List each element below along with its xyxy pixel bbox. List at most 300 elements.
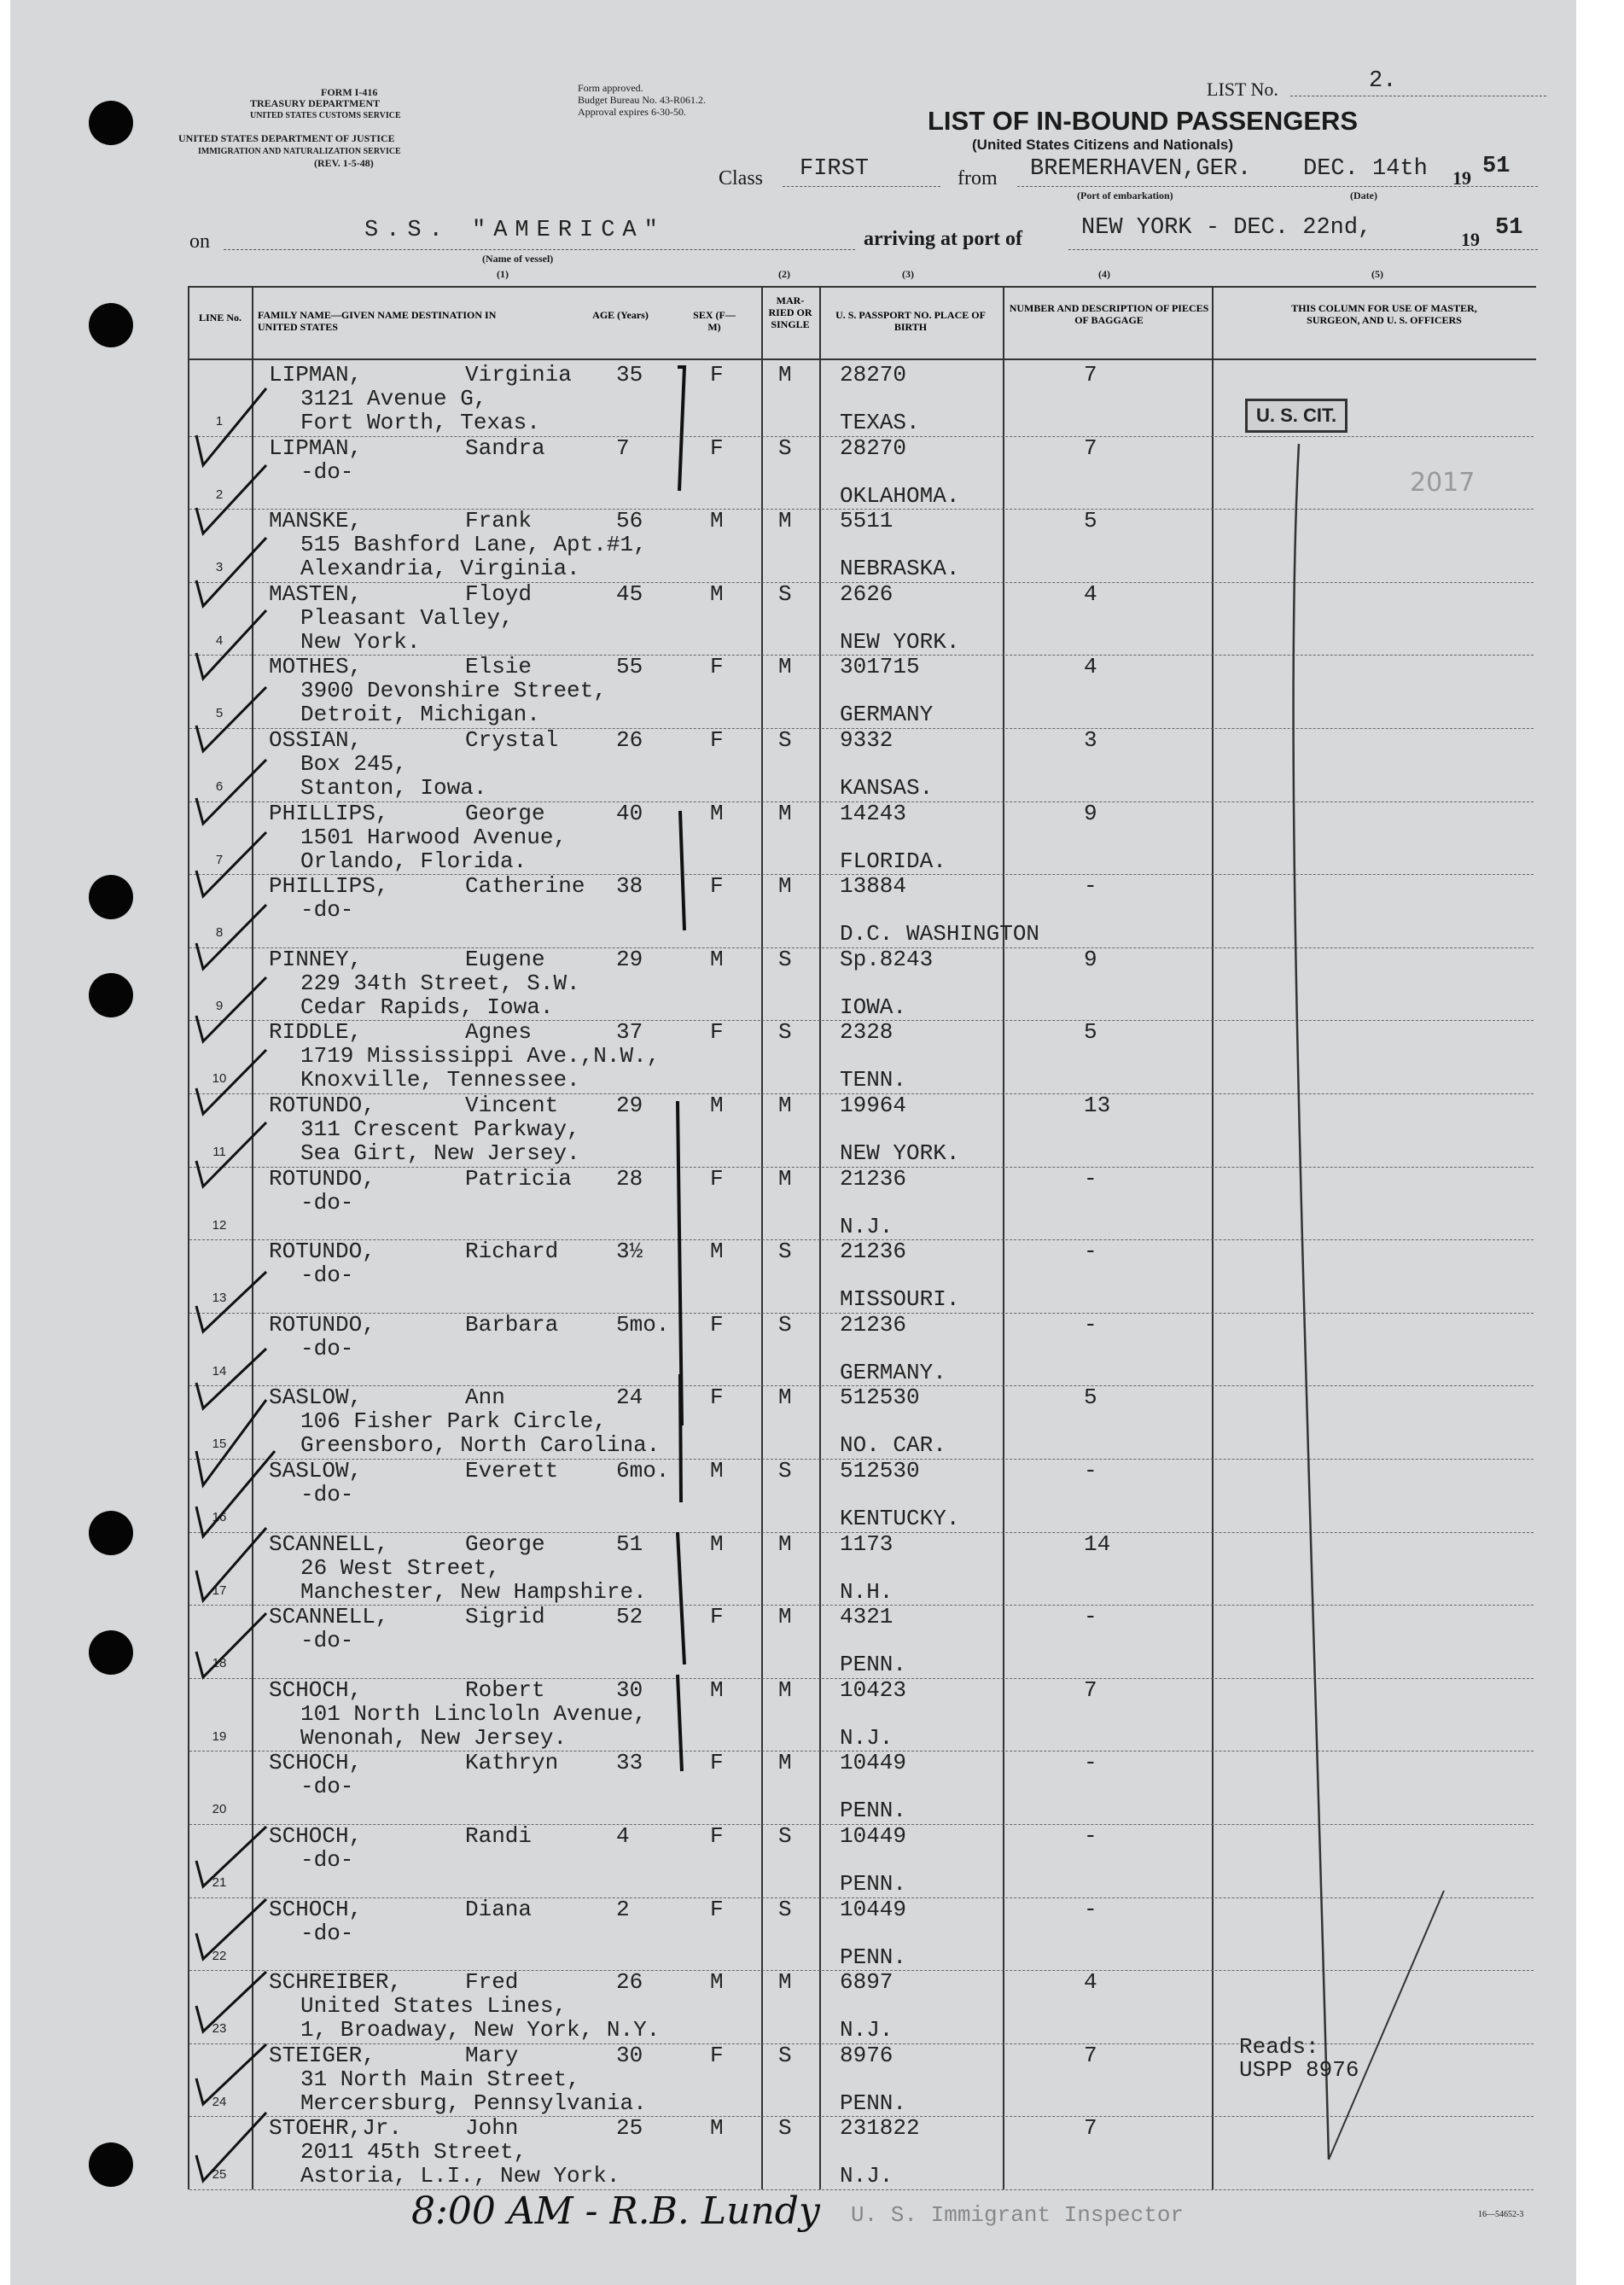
family-name: SCHOCH, bbox=[269, 1750, 363, 1776]
age: 33 bbox=[616, 1750, 643, 1776]
sex: F bbox=[710, 1823, 724, 1849]
address-line-1: -do- bbox=[300, 897, 354, 924]
list-title: LIST OF IN-BOUND PASSENGERS bbox=[928, 106, 1359, 136]
age: 52 bbox=[616, 1604, 643, 1630]
line-number: 20 bbox=[212, 1802, 227, 1817]
list-subtitle: (United States Citizens and Nationals) bbox=[972, 137, 1234, 153]
header-line-no: LINE No. bbox=[198, 312, 242, 324]
given-name: Vincent bbox=[465, 1093, 559, 1118]
family-name: MANSKE, bbox=[269, 508, 363, 534]
age: 30 bbox=[616, 1676, 643, 1703]
from-label: from bbox=[958, 167, 998, 189]
passport-number: 10449 bbox=[840, 1750, 907, 1776]
embarkation-date: DEC. 14th bbox=[1303, 156, 1428, 182]
family-name: SCANNELL, bbox=[269, 1530, 389, 1557]
baggage-count: 7 bbox=[1084, 1676, 1097, 1703]
header-officers: THIS COLUMN FOR USE OF MASTER, SURGEON, AND U. S. OFFICERS bbox=[1291, 302, 1477, 326]
passport-number: Sp.8243 bbox=[840, 946, 934, 972]
sex: M bbox=[710, 1458, 724, 1484]
passport-number: 231822 bbox=[840, 2115, 920, 2142]
line-number: 12 bbox=[212, 1217, 227, 1233]
marital-status: S bbox=[778, 1896, 792, 1922]
address-line-2: Orlando, Florida. bbox=[300, 848, 527, 874]
address-line-1: -do- bbox=[300, 1774, 354, 1800]
baggage-count: - bbox=[1084, 1604, 1097, 1630]
given-name: John bbox=[465, 2115, 519, 2142]
place-of-birth: D.C. WASHINGTON bbox=[840, 921, 1040, 947]
line-number: 15 bbox=[212, 1437, 227, 1452]
place-of-birth: PENN. bbox=[840, 1652, 907, 1678]
place-of-birth: N.J. bbox=[840, 2017, 893, 2043]
marital-status: M bbox=[778, 1165, 792, 1192]
place-of-birth: MISSOURI. bbox=[840, 1286, 960, 1313]
line-number: 16 bbox=[212, 1510, 227, 1524]
address-line-1: -do- bbox=[300, 1482, 354, 1507]
passport-number: 10449 bbox=[840, 1896, 907, 1922]
address-line-2: Wenonah, New Jersey. bbox=[300, 1724, 568, 1751]
col-number-2: (2) bbox=[778, 268, 790, 280]
marital-status: S bbox=[778, 2042, 792, 2068]
place-of-birth: IOWA. bbox=[840, 994, 907, 1020]
place-of-birth: TEXAS. bbox=[840, 410, 920, 435]
place-of-birth: NEW YORK. bbox=[840, 628, 960, 655]
address-line-1: 31 North Main Street, bbox=[300, 2066, 580, 2092]
header-passport: U. S. PASSPORT NO. PLACE OF BIRTH bbox=[835, 309, 986, 333]
sex: M bbox=[710, 580, 724, 607]
family-name: RIDDLE, bbox=[269, 1019, 363, 1046]
age: 37 bbox=[616, 1019, 643, 1046]
place-of-birth: GERMANY. bbox=[840, 1359, 946, 1385]
baggage-count: - bbox=[1084, 1239, 1097, 1265]
line-number: 6 bbox=[215, 779, 224, 794]
given-name: Frank bbox=[465, 508, 533, 534]
correction-reads: Reads: bbox=[1239, 2034, 1319, 2060]
on-label: on bbox=[189, 230, 210, 253]
sex: F bbox=[710, 434, 724, 461]
age: 2 bbox=[616, 1896, 630, 1922]
col-number-4: (4) bbox=[1098, 268, 1110, 280]
passport-number: 9332 bbox=[840, 727, 893, 753]
marital-status: S bbox=[778, 1311, 792, 1338]
address-line-1: -do- bbox=[300, 1335, 354, 1361]
given-name: Mary bbox=[465, 2042, 519, 2068]
address-line-1: Box 245, bbox=[300, 751, 407, 777]
place-of-birth: PENN. bbox=[840, 1944, 907, 1970]
family-name: PHILLIPS, bbox=[269, 873, 389, 900]
baggage-count: 4 bbox=[1084, 1969, 1097, 1996]
age: 29 bbox=[616, 946, 643, 972]
header-married: MAR- RIED OR SINGLE bbox=[768, 294, 812, 330]
line-number: 22 bbox=[212, 1948, 227, 1963]
address-line-1: -do- bbox=[300, 1262, 354, 1289]
marital-status: M bbox=[778, 1750, 792, 1776]
family-name: SCANNELL, bbox=[269, 1604, 389, 1630]
marital-status: S bbox=[778, 727, 792, 753]
sex: F bbox=[710, 1019, 724, 1046]
embarkation-port: BREMERHAVEN,GER. bbox=[1030, 156, 1252, 182]
marital-status: S bbox=[778, 1823, 792, 1849]
given-name: Patricia bbox=[465, 1165, 572, 1192]
baggage-count: 4 bbox=[1084, 580, 1097, 607]
age: 26 bbox=[616, 727, 643, 753]
marital-status: S bbox=[778, 1019, 792, 1046]
age: 56 bbox=[616, 508, 643, 534]
age: 29 bbox=[616, 1093, 643, 1118]
sex: F bbox=[710, 1311, 724, 1338]
given-name: Richard bbox=[465, 1239, 559, 1265]
age: 7 bbox=[616, 434, 630, 461]
baggage-count: 7 bbox=[1084, 434, 1097, 461]
address-line-1: 229 34th Street, S.W. bbox=[300, 970, 580, 996]
form-number: FORM I-416 bbox=[321, 86, 378, 98]
family-name: ROTUNDO, bbox=[269, 1093, 375, 1118]
header-sex: SEX (F—M) bbox=[693, 309, 736, 333]
passport-number: 4321 bbox=[840, 1604, 893, 1630]
family-brackets bbox=[10, 0, 1576, 2285]
marital-status: M bbox=[778, 1530, 792, 1557]
address-line-2: Greensboro, North Carolina. bbox=[300, 1432, 661, 1459]
marital-status: S bbox=[778, 2115, 792, 2142]
handwritten-signature: 8:00 AM - R.B. Lundy bbox=[411, 2189, 820, 2233]
given-name: Catherine bbox=[465, 873, 585, 900]
place-of-birth: NO. CAR. bbox=[840, 1432, 946, 1459]
family-name: SASLOW, bbox=[269, 1384, 363, 1411]
place-of-birth: NEBRASKA. bbox=[840, 556, 960, 582]
age: 26 bbox=[616, 1969, 643, 1996]
place-of-birth: KANSAS. bbox=[840, 775, 934, 801]
age: 5mo. bbox=[616, 1311, 670, 1338]
baggage-count: 3 bbox=[1084, 727, 1097, 753]
place-of-birth: GERMANY bbox=[840, 702, 934, 728]
age: 51 bbox=[616, 1530, 643, 1557]
address-line-1: 101 North Lincloln Avenue, bbox=[300, 1700, 647, 1727]
passport-number: 21236 bbox=[840, 1239, 907, 1265]
given-name: George bbox=[465, 1530, 545, 1557]
line-number: 10 bbox=[212, 1071, 227, 1087]
age: 55 bbox=[616, 654, 643, 680]
class-value: FIRST bbox=[800, 156, 870, 182]
vessel-name: S.S. "AMERICA" bbox=[364, 218, 666, 243]
embarkation-year-prefix: 19 bbox=[1452, 167, 1471, 189]
line-number: 21 bbox=[212, 1875, 227, 1890]
line-number: 25 bbox=[212, 2167, 227, 2183]
line-number: 9 bbox=[215, 998, 224, 1013]
family-name: SCHOCH, bbox=[269, 1676, 363, 1703]
header-age: AGE (Years) bbox=[592, 309, 649, 321]
ins-line: IMMIGRATION AND NATURALIZATION SERVICE bbox=[198, 147, 401, 156]
line-number: 5 bbox=[215, 706, 224, 721]
passport-number: 14243 bbox=[840, 800, 907, 826]
baggage-count: 9 bbox=[1084, 946, 1097, 972]
family-name: MASTEN, bbox=[269, 580, 363, 607]
passport-number: 6897 bbox=[840, 1969, 893, 1996]
baggage-count: - bbox=[1084, 873, 1097, 900]
revision: (REV. 1-5-48) bbox=[314, 157, 374, 169]
passport-number: 21236 bbox=[840, 1165, 907, 1192]
given-name: Eugene bbox=[465, 946, 545, 972]
address-line-1: 3121 Avenue G, bbox=[300, 386, 487, 411]
doj-line: UNITED STATES DEPARTMENT OF JUSTICE bbox=[178, 132, 395, 144]
sex: F bbox=[710, 1165, 724, 1192]
place-of-birth: N.J. bbox=[840, 2163, 893, 2189]
approval-line-2: Budget Bureau No. 43-R061.2. bbox=[578, 94, 706, 106]
marital-status: M bbox=[778, 1093, 792, 1118]
sex: F bbox=[710, 727, 724, 753]
address-line-1: 3900 Devonshire Street, bbox=[300, 678, 607, 704]
list-number-value: 2. bbox=[1369, 68, 1397, 94]
age: 38 bbox=[616, 873, 643, 900]
baggage-count: - bbox=[1084, 1165, 1097, 1192]
sex: M bbox=[710, 1239, 724, 1265]
given-name: Barbara bbox=[465, 1311, 559, 1338]
given-name: Sigrid bbox=[465, 1604, 545, 1630]
age: 40 bbox=[616, 800, 643, 826]
line-number: 24 bbox=[212, 2094, 227, 2109]
family-name: LIPMAN, bbox=[269, 362, 363, 388]
address-line-1: -do- bbox=[300, 1847, 354, 1873]
address-line-2: Fort Worth, Texas. bbox=[300, 410, 540, 435]
passport-number: 13884 bbox=[840, 873, 907, 900]
marital-status: M bbox=[778, 1384, 792, 1411]
place-of-birth: N.J. bbox=[840, 1213, 893, 1239]
family-name: SCHREIBER, bbox=[269, 1969, 403, 1996]
place-of-birth: TENN. bbox=[840, 1067, 907, 1093]
given-name: Agnes bbox=[465, 1019, 533, 1046]
passport-number: 301715 bbox=[840, 654, 920, 680]
given-name: Everett bbox=[465, 1458, 559, 1484]
address-line-1: -do- bbox=[300, 458, 354, 485]
margin-number: 2017 bbox=[1410, 468, 1476, 498]
marital-status: S bbox=[778, 434, 792, 461]
baggage-count: - bbox=[1084, 1823, 1097, 1849]
arriving-label: arriving at port of bbox=[864, 228, 1022, 250]
line-number: 1 bbox=[215, 414, 224, 428]
marital-status: M bbox=[778, 873, 792, 900]
sex: F bbox=[710, 1604, 724, 1630]
arrival-year: 51 bbox=[1495, 215, 1523, 241]
address-line-1: 26 West Street, bbox=[300, 1554, 501, 1581]
place-of-birth: NEW YORK. bbox=[840, 1140, 960, 1166]
address-line-2: Detroit, Michigan. bbox=[300, 702, 540, 728]
line-number: 17 bbox=[212, 1583, 227, 1598]
address-line-2: Mercersburg, Pennsylvania. bbox=[300, 2090, 647, 2116]
line-number: 4 bbox=[215, 632, 224, 648]
age: 45 bbox=[616, 580, 643, 607]
address-line-2: 1, Broadway, New York, N.Y. bbox=[300, 2017, 661, 2043]
place-of-birth: N.J. bbox=[840, 1724, 893, 1751]
date-caption: (Date) bbox=[1350, 189, 1377, 201]
marital-status: S bbox=[778, 580, 792, 607]
baggage-count: 7 bbox=[1084, 362, 1097, 388]
passport-number: 10423 bbox=[840, 1676, 907, 1703]
customs-service: UNITED STATES CUSTOMS SERVICE bbox=[250, 111, 401, 120]
checkmarks bbox=[196, 388, 275, 2181]
us-citizen-stamp: U. S. CIT. bbox=[1245, 399, 1348, 433]
family-name: STEIGER, bbox=[269, 2042, 375, 2068]
given-name: George bbox=[465, 800, 545, 826]
age: 4 bbox=[616, 1823, 630, 1849]
age: 35 bbox=[616, 362, 643, 388]
address-line-1: -do- bbox=[300, 1628, 354, 1654]
passport-number: 28270 bbox=[840, 362, 907, 388]
treasury-dept: TREASURY DEPARTMENT bbox=[250, 97, 381, 109]
given-name: Sandra bbox=[465, 434, 545, 461]
passport-number: 2626 bbox=[840, 580, 893, 607]
given-name: Diana bbox=[465, 1896, 533, 1922]
address-line-2: Knoxville, Tennessee. bbox=[300, 1067, 580, 1093]
address-line-2: Cedar Rapids, Iowa. bbox=[300, 994, 554, 1020]
line-number: 3 bbox=[215, 560, 224, 575]
sex: F bbox=[710, 1896, 724, 1922]
address-line-2: Stanton, Iowa. bbox=[300, 775, 487, 801]
sex: M bbox=[710, 1093, 724, 1118]
list-number-label: LIST No. bbox=[1207, 79, 1278, 100]
address-line-1: 1719 Mississippi Ave.,N.W., bbox=[300, 1043, 661, 1070]
approval-line-1: Form approved. bbox=[578, 82, 643, 94]
vessel-caption: (Name of vessel) bbox=[482, 253, 554, 265]
family-name: STOEHR,Jr. bbox=[269, 2115, 403, 2142]
baggage-count: 14 bbox=[1084, 1530, 1111, 1557]
line-number: 2 bbox=[215, 487, 224, 502]
marital-status: M bbox=[778, 800, 792, 826]
family-name: SCHOCH, bbox=[269, 1823, 363, 1849]
passport-number: 8976 bbox=[840, 2042, 893, 2068]
baggage-count: 7 bbox=[1084, 2042, 1097, 2068]
port-embarkation-caption: (Port of embarkation) bbox=[1077, 189, 1173, 201]
col-number-3: (3) bbox=[902, 268, 914, 280]
family-name: PINNEY, bbox=[269, 946, 363, 972]
passport-number: 512530 bbox=[840, 1384, 920, 1411]
given-name: Crystal bbox=[465, 727, 559, 753]
baggage-count: - bbox=[1084, 1311, 1097, 1338]
given-name: Floyd bbox=[465, 580, 533, 607]
line-number: 19 bbox=[212, 1728, 227, 1744]
marital-status: M bbox=[778, 1604, 792, 1630]
sex: M bbox=[710, 1969, 724, 1996]
col-number-1: (1) bbox=[497, 268, 509, 280]
line-number: 13 bbox=[212, 1291, 227, 1306]
place-of-birth: PENN. bbox=[840, 2090, 907, 2116]
marital-status: S bbox=[778, 946, 792, 972]
line-number: 18 bbox=[212, 1656, 227, 1671]
embarkation-year: 51 bbox=[1482, 154, 1510, 179]
marital-status: M bbox=[778, 508, 792, 534]
place-of-birth: KENTUCKY. bbox=[840, 1506, 960, 1531]
footer-code: 16—54652-3 bbox=[1478, 2210, 1524, 2219]
baggage-count: 7 bbox=[1084, 2115, 1097, 2142]
family-name: SCHOCH, bbox=[269, 1896, 363, 1922]
passport-number: 1173 bbox=[840, 1530, 893, 1557]
passport-number: 2328 bbox=[840, 1019, 893, 1046]
col-number-5: (5) bbox=[1371, 268, 1383, 280]
family-name: MOTHES, bbox=[269, 654, 363, 680]
marital-status: M bbox=[778, 1969, 792, 1996]
address-line-2: Manchester, New Hampshire. bbox=[300, 1578, 647, 1605]
address-line-2: New York. bbox=[300, 628, 421, 655]
place-of-birth: PENN. bbox=[840, 1871, 907, 1897]
age: 28 bbox=[616, 1165, 643, 1192]
age: 6mo. bbox=[616, 1458, 670, 1484]
marital-status: S bbox=[778, 1458, 792, 1484]
address-line-1: -do- bbox=[300, 1189, 354, 1215]
line-number: 8 bbox=[215, 925, 224, 941]
sex: M bbox=[710, 1530, 724, 1557]
address-line-1: 2011 45th Street, bbox=[300, 2139, 527, 2166]
address-line-1: 311 Crescent Parkway, bbox=[300, 1116, 580, 1142]
passport-number: 28270 bbox=[840, 434, 907, 461]
baggage-count: - bbox=[1084, 1750, 1097, 1776]
given-name: Kathryn bbox=[465, 1750, 559, 1776]
approval-line-3: Approval expires 6-30-50. bbox=[578, 106, 686, 118]
family-name: ROTUNDO, bbox=[269, 1311, 375, 1338]
address-line-2: Astoria, L.I., New York. bbox=[300, 2163, 620, 2189]
line-number: 7 bbox=[215, 852, 224, 867]
marital-status: M bbox=[778, 654, 792, 680]
address-line-1: United States Lines, bbox=[300, 1993, 568, 2020]
passport-number: 21236 bbox=[840, 1311, 907, 1338]
family-name: ROTUNDO, bbox=[269, 1165, 375, 1192]
given-name: Fred bbox=[465, 1969, 519, 1996]
address-line-2: Sea Girt, New Jersey. bbox=[300, 1140, 580, 1166]
baggage-count: 5 bbox=[1084, 508, 1097, 534]
inspector-stamp: U. S. Immigrant Inspector bbox=[851, 2202, 1185, 2228]
sex: M bbox=[710, 508, 724, 534]
baggage-count: 4 bbox=[1084, 654, 1097, 680]
sex: F bbox=[710, 654, 724, 680]
given-name: Randi bbox=[465, 1823, 533, 1849]
place-of-birth: FLORIDA. bbox=[840, 848, 946, 874]
arrival-year-prefix: 19 bbox=[1461, 229, 1480, 250]
sex: F bbox=[710, 1750, 724, 1776]
header-baggage: NUMBER AND DESCRIPTION OF PIECES OF BAGGAGE bbox=[1009, 302, 1209, 326]
given-name: Ann bbox=[465, 1384, 505, 1411]
baggage-count: 5 bbox=[1084, 1019, 1097, 1046]
sex: F bbox=[710, 2042, 724, 2068]
family-name: PHILLIPS, bbox=[269, 800, 389, 826]
sex: F bbox=[710, 362, 724, 388]
address-line-1: -do- bbox=[300, 1920, 354, 1946]
baggage-count: 13 bbox=[1084, 1093, 1111, 1118]
address-line-1: 515 Bashford Lane, Apt.#1, bbox=[300, 532, 647, 558]
address-line-1: 106 Fisher Park Circle, bbox=[300, 1408, 607, 1435]
line-number: 11 bbox=[212, 1145, 226, 1159]
sex: F bbox=[710, 873, 724, 900]
passport-number: 5511 bbox=[840, 508, 893, 534]
sex: M bbox=[710, 800, 724, 826]
given-name: Elsie bbox=[465, 654, 533, 680]
correction-passport: USPP 8976 bbox=[1239, 2057, 1359, 2083]
sex: M bbox=[710, 946, 724, 972]
header-name: FAMILY NAME—GIVEN NAME DESTINATION IN UNITED STATES bbox=[258, 309, 497, 333]
address-line-2: Alexandria, Virginia. bbox=[300, 556, 580, 582]
baggage-count: - bbox=[1084, 1458, 1097, 1484]
place-of-birth: N.H. bbox=[840, 1578, 893, 1605]
place-of-birth: OKLAHOMA. bbox=[840, 482, 960, 509]
marital-status: S bbox=[778, 1239, 792, 1265]
line-number: 14 bbox=[212, 1363, 227, 1379]
place-of-birth: PENN. bbox=[840, 1798, 907, 1824]
address-line-1: Pleasant Valley, bbox=[300, 604, 514, 631]
baggage-count: - bbox=[1084, 1896, 1097, 1922]
arrival-port-date: NEW YORK - DEC. 22nd, bbox=[1081, 215, 1372, 241]
age: 24 bbox=[616, 1384, 643, 1411]
family-name: ROTUNDO, bbox=[269, 1239, 375, 1265]
baggage-count: 9 bbox=[1084, 800, 1097, 826]
sex: M bbox=[710, 2115, 724, 2142]
manifest-sheet bbox=[10, 0, 1576, 2285]
age: 25 bbox=[616, 2115, 643, 2142]
sex: M bbox=[710, 1676, 724, 1703]
